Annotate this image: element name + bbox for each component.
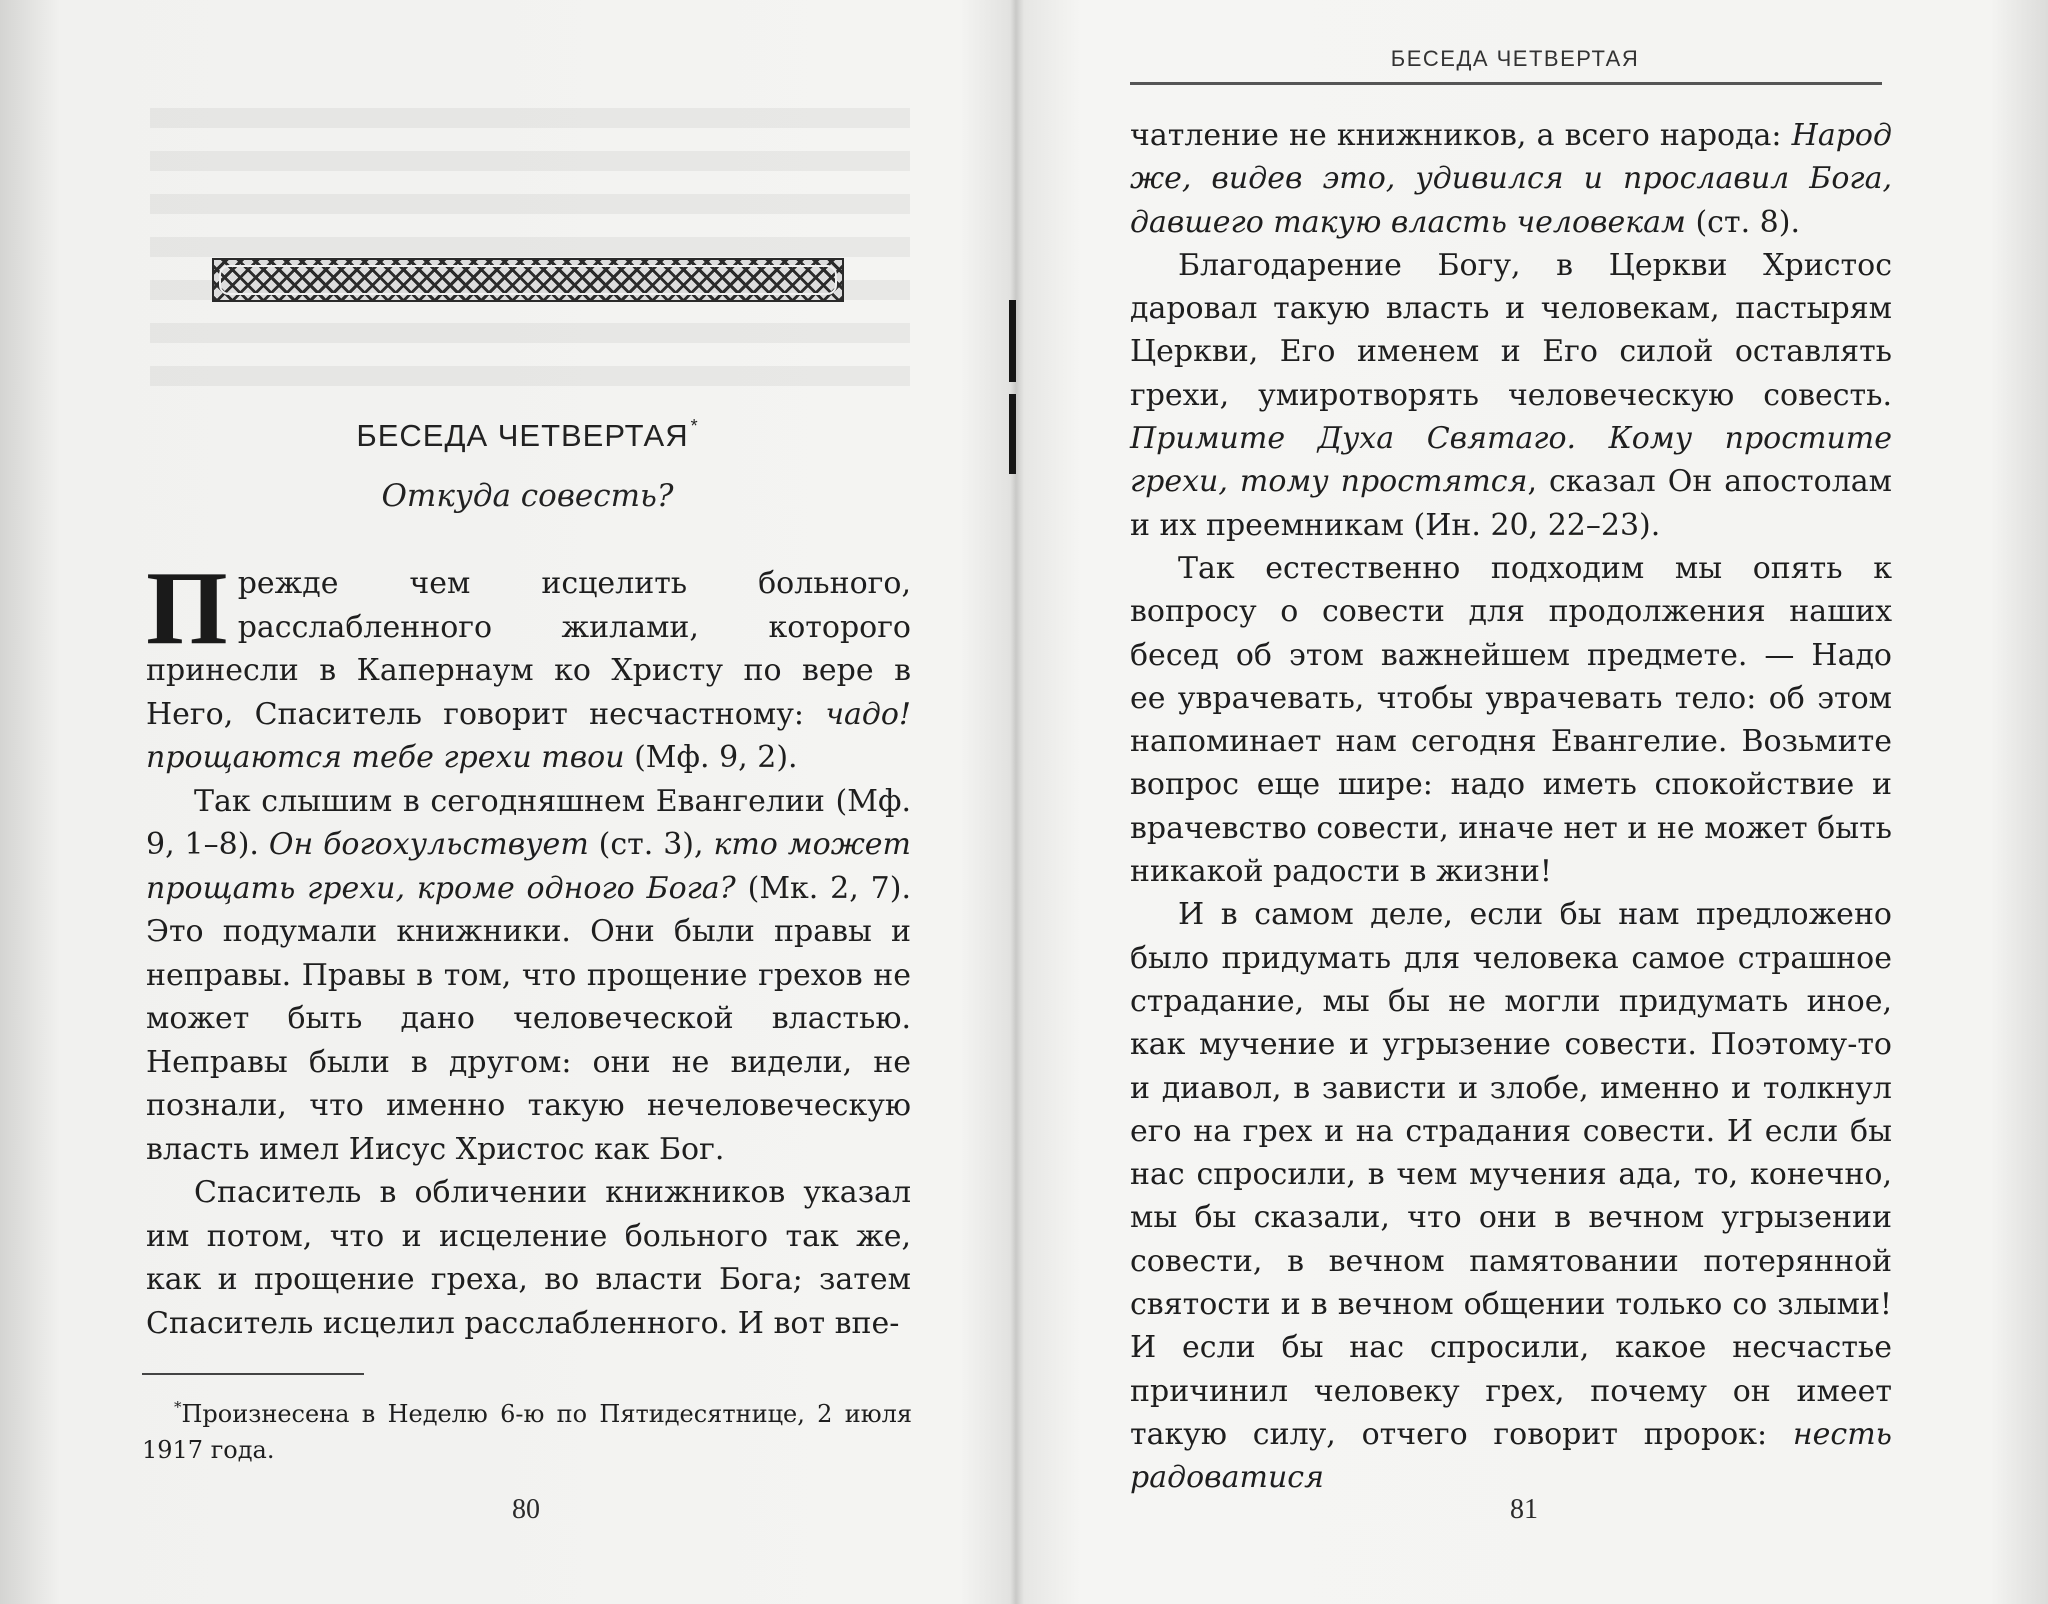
paragraph: Так естественно подходим мы опять к вопросу о совести для продолжения наших бесед об этом важнейшем предмете. — Надо ее уврачевать, чтобы уврачевать тело: об этом напоминает нам сегодня Евангелие. Возьмите вопрос еще шире: надо иметь спокойствие и врачевство совести, иначе нет и не может быть никакой радости в жизни! bbox=[1130, 550, 1892, 890]
paragraph: Благодарение Богу, в Церкви Христос даровал такую власть и человекам, пастырям Церкви, Его именем и Его силой оставлять грехи, умиротворять человеческую совесть. Примите Духа Святаго. Кому простите грехи, тому простятся, сказал Он апостолам и их преемникам (Ин. 20, 22–23). bbox=[1130, 247, 1892, 543]
gutter-mark-bottom bbox=[1009, 394, 1016, 474]
footnote-marker: * bbox=[690, 416, 699, 436]
paragraph: Спаситель в обличении книжников указал им потом, что и исцеление больного так же, как и прощение греха, во власти Бога; затем Спаситель исцелил расслабленного. И вот впе- bbox=[146, 1175, 911, 1341]
left-body-text bbox=[146, 549, 911, 1345]
chapter-ornament bbox=[212, 258, 844, 302]
chapter-subtitle: Откуда совесть? bbox=[381, 478, 674, 514]
right-page bbox=[1130, 0, 1900, 1604]
paragraph: Прежде чем исцелить больного, расслабленного жилами, которого принесли в Капернаум ко Христу по вере в Него, Спаситель говорит несчастному: чадо! прощаются тебе грехи твои (Мф. 9, 2). bbox=[146, 549, 911, 775]
footnote: *Произнесена в Неделю 6-ю по Пятидесятнице, 2 июля 1917 года. bbox=[142, 1398, 912, 1464]
right-body-text bbox=[1130, 114, 1892, 1500]
header-rule bbox=[1130, 82, 1882, 85]
paragraph: чатление не книжников, а всего народа: Народ же, видев это, удивился и прославил Бога, давшего такую власть человекам (ст. 8). bbox=[1130, 118, 1892, 240]
footnote-rule bbox=[142, 1373, 364, 1375]
gutter-mark-top bbox=[1009, 300, 1016, 382]
running-head: БЕСЕДА ЧЕТВЕРТАЯ bbox=[1390, 46, 1640, 71]
left-page bbox=[140, 0, 915, 1604]
chapter-title: БЕСЕДА ЧЕТВЕРТАЯ * bbox=[356, 416, 699, 453]
paragraph: Так слышим в сегодняшнем Евангелии (Мф. 9, 1–8). Он богохульствует (ст. 3), кто может прощать грехи, кроме одного Бога? (Мк. 2, 7). Это подумали книжники. Они были правы и неправы. Правы в том, что прощение грехов не может быть дано человеческой властью. Неправы были в другом: они не видели, не познали, что именно такую нечеловеческую власть имел Иисус Христос как Бог. bbox=[146, 783, 911, 1167]
page-number: 80 bbox=[512, 1494, 540, 1525]
page-number: 81 bbox=[1510, 1494, 1538, 1525]
paragraph: И в самом деле, если бы нам предложено было придумать для человека самое страшное страдание, мы бы не могли придумать иное, как мучение и угрызение совести. Поэтому-то и диавол, в зависти и злобе, именно и толкнул его на грех и на страдания совести. И если бы нас спросили, в чем мучения ада, то, конечно, мы бы сказали, что они в вечном угрызении совести, в вечном памятовании потерянной святости и в вечном общении только со злыми! И если бы нас спросили, какое несчастье причинил человеку грех, почему он имеет такую силу, отчего говорит пророк: несть радоватися bbox=[1130, 897, 1892, 1496]
drop-cap: П bbox=[146, 549, 228, 666]
